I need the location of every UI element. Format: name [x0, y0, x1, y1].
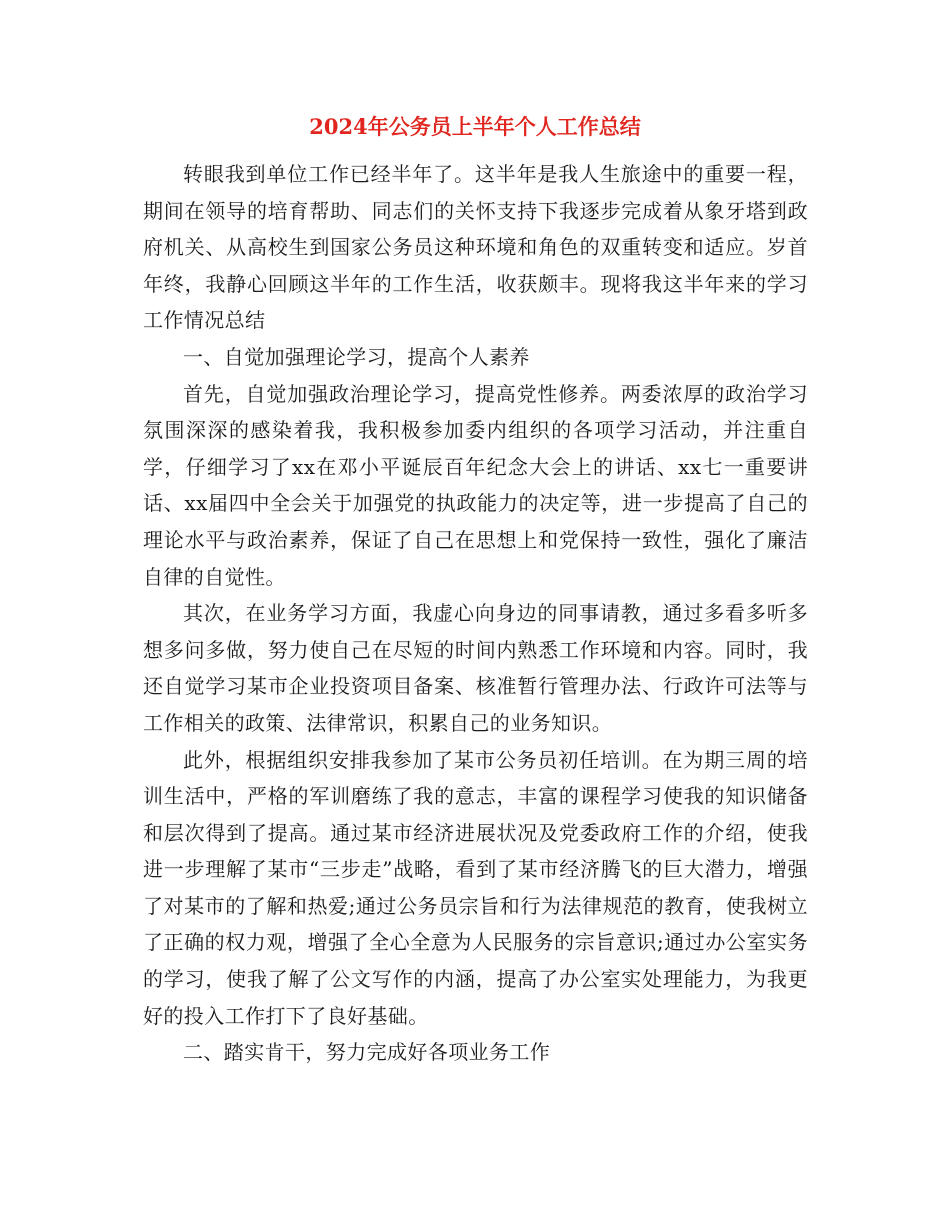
section-heading-2: 二、踏实肯干，努力完成好各项业务工作 — [183, 1040, 551, 1065]
paragraph-business-study: 其次，在业务学习方面，我虚心向身边的同事请教，通过多看多听多想多问多做，努力使自己在尽短的时间内熟悉工作环境和内容。同时，我还自觉学习某市企业投资项目备案、核准暂行管理办法、行政许可法等与工作相关的政策、法律常识，积累自己的业务知识。 — [143, 601, 808, 735]
section-heading-1: 一、自觉加强理论学习，提高个人素养 — [183, 344, 530, 369]
document-body — [143, 156, 808, 1071]
paragraph-political-study: 首先，自觉加强政治理论学习，提高党性修养。两委浓厚的政治学习氛围深深的感染着我，我积极参加委内组织的各项学习活动，并注重自学，仔细学习了xx在邓小平诞辰百年纪念大会上的讲话、xx七一重要讲话、xx届四中全会关于加强党的执政能力的决定等，进一步提高了自己的理论水平与政治素养，保证了自己在思想上和党保持一致性，强化了廉洁自律的自觉性。 — [143, 381, 808, 589]
paragraph-training: 此外，根据组织安排我参加了某市公务员初任培训。在为期三周的培训生活中，严格的军训磨练了我的意志，丰富的课程学习使我的知识储备和层次得到了提高。通过某市经济进展状况及党委政府工作的介绍，使我进一步理解了某市“三步走”战略，看到了某市经济腾飞的巨大潜力，增强了对某市的了解和热爱;通过公务员宗旨和行为法律规范的教育，使我树立了正确的权力观，增强了全心全意为人民服务的宗旨意识;通过办公室实务的学习，使我了解了公文写作的内涵，提高了办公室实处理能力，为我更好的投入工作打下了良好基础。 — [143, 747, 808, 1028]
paragraph-intro: 转眼我到单位工作已经半年了。这半年是我人生旅途中的重要一程，期间在领导的培育帮助、同志们的关怀支持下我逐步完成着从象牙塔到政府机关、从高校生到国家公务员这种环境和角色的双重转变和适应。岁首年终，我静心回顾这半年的工作生活，收获颇丰。现将我这半年来的学习工作情况总结 — [143, 162, 808, 333]
document-title: 2024年公务员上半年个人工作总结 — [309, 114, 641, 139]
